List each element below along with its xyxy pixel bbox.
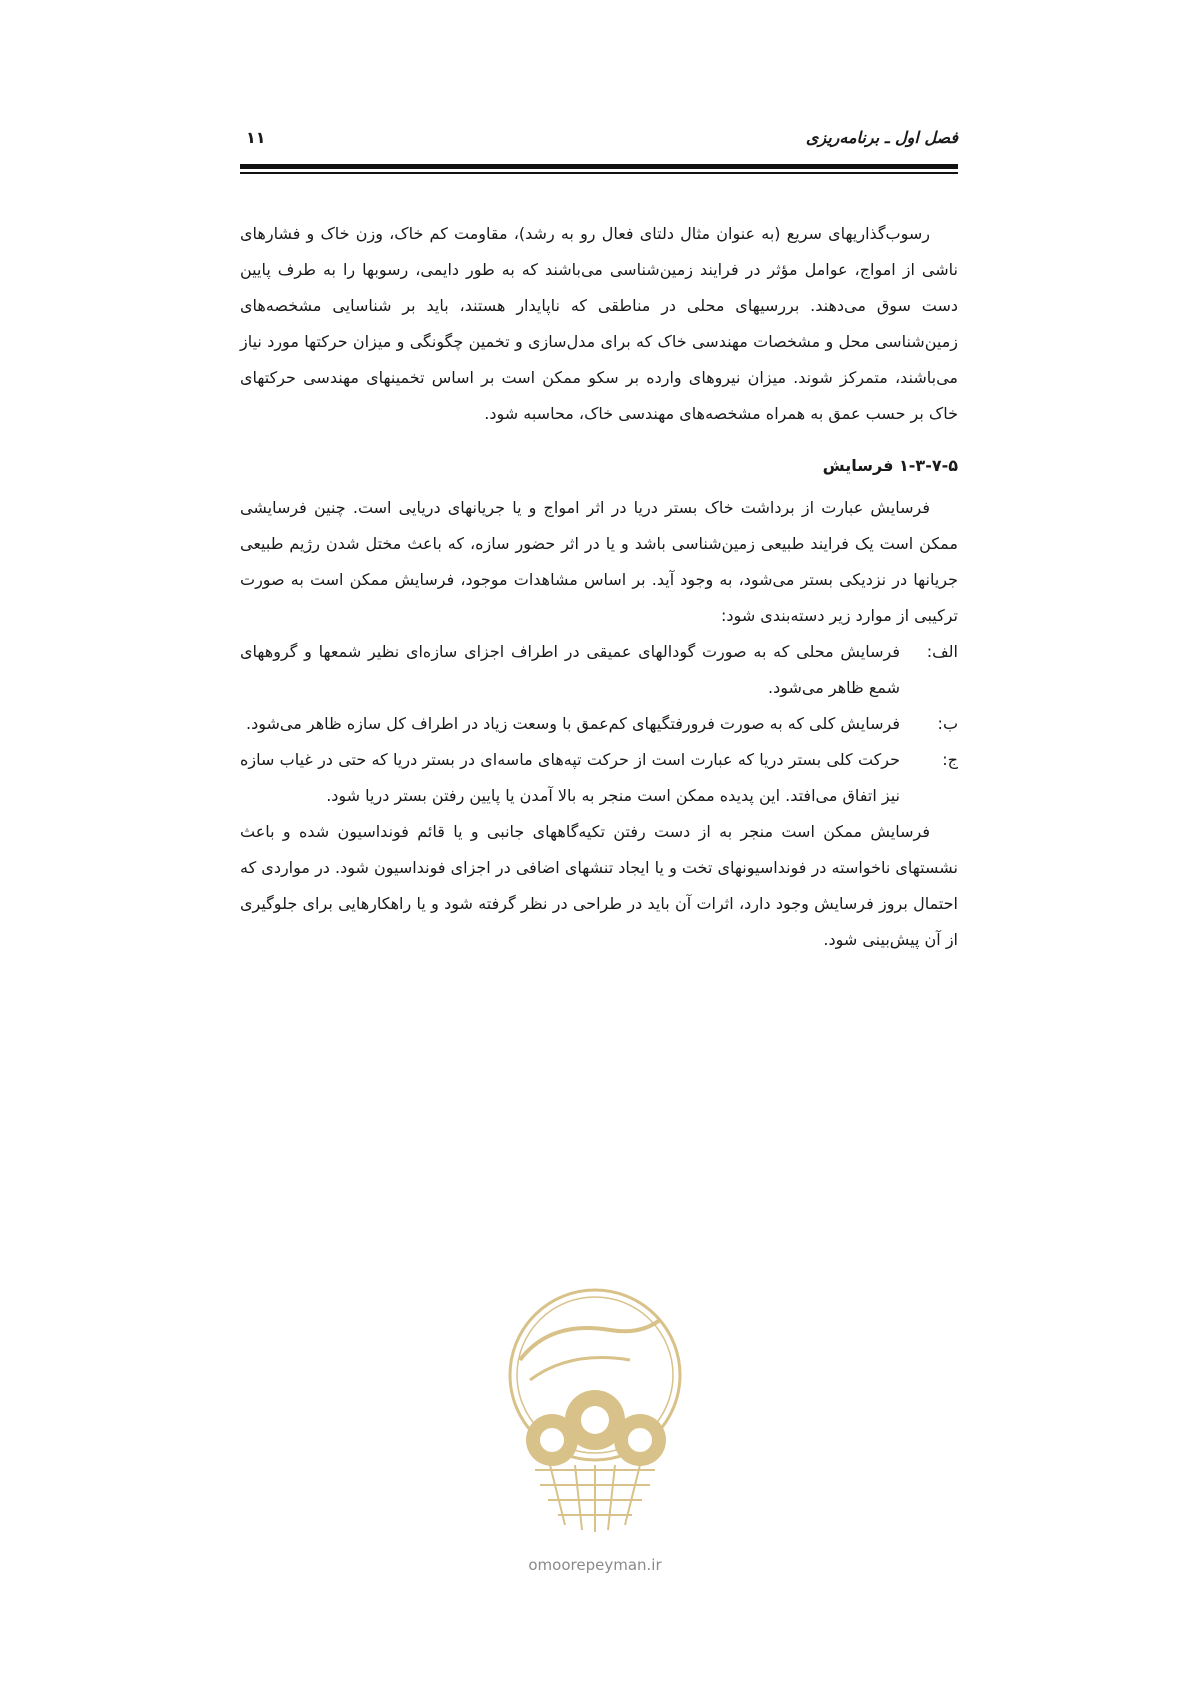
list-item-label: ب: — [937, 714, 958, 733]
list-item-text: فرسایش محلی که به صورت گودالهای عمیقی در اطراف اجزای سازه‌ای نظیر شمعها و گروههای شمع ظاهر می‌شود. — [240, 642, 900, 697]
logo-script-stroke — [530, 1358, 630, 1381]
closing-paragraph: فرسایش ممکن است منجر به از دست رفتن تکیه‌گاههای جانبی و یا قائم فونداسیون شده و باعث نشستهای ناخواسته در فونداسیونهای تخت و یا ایجاد تنشهای اضافی در اجزای فونداسیون شود. در مواردی که احتمال بروز فرسایش وجود دارد، اثرات آن باید در طراحی در نظر گرفته شود و یا راهکارهایی برای جلوگیری از آن پیش‌بینی شود. — [240, 822, 958, 949]
page-body — [240, 216, 958, 958]
list-item-text: فرسایش کلی که به صورت فرورفتگیهای کم‌عمق با وسعت زیاد در اطراف کل سازه ظاهر می‌شود. — [245, 714, 900, 733]
watermark-url: omoorepeyman.ir — [528, 1556, 662, 1574]
list-item-label: الف: — [926, 642, 958, 661]
logo-grid — [535, 1465, 655, 1532]
section-heading: ۱-۳-۷-۵ فرسایش — [822, 456, 958, 475]
page-number: ۱۱ — [246, 128, 266, 147]
page-header — [240, 128, 958, 154]
list-item-text: حرکت کلی بستر دریا که عبارت است از حرکت تپه‌های ماسه‌ای در بستر دریا که حتی در غیاب سازه نیز اتفاق می‌افتد. این پدیده ممکن است منجر به بالا آمدن یا پایین رفتن بستر دریا شود. — [240, 750, 900, 805]
watermark-logo — [490, 1280, 700, 1560]
list-item-label: ج: — [942, 750, 958, 769]
scales-icon — [540, 1428, 564, 1452]
section-paragraph: فرسایش عبارت از برداشت خاک بستر دریا در اثر امواج و یا جریانهای دریایی است. چنین فرسایشی ممکن است یک فرایند طبیعی زمین‌شناسی باشد و یا در اثر حضور سازه، که باعث مختل شدن رژیم طبیعی جریانها در نزدیکی بستر می‌شود، به وجود آید. بر اساس مشاهدات موجود، فرسایش ممکن است به صورت ترکیبی از موارد زیر دسته‌بندی شود: — [240, 498, 958, 625]
header-rule-thick — [240, 164, 958, 169]
chapter-title: فصل اول ـ برنامه‌ریزی — [805, 128, 958, 147]
list-item — [240, 634, 958, 706]
logo-script-stroke — [520, 1320, 660, 1360]
list-item — [240, 706, 958, 742]
header-rule-thin — [240, 172, 958, 174]
intro-paragraph: رسوب‌گذاریهای سریع (به عنوان مثال دلتای فعال رو به رشد)، مقاومت کم خاک، وزن خاک و فشارهای ناشی از امواج، عوامل مؤثر در فرایند زمین‌شناسی می‌باشند که به طور دایمی، رسوبها را به طرف پایین دست سوق می‌دهند. بررسیهای محلی در مناطقی که ناپایدار هستند، باید بر شناسایی مشخصه‌های زمین‌شناسی محل و مشخصات مهندسی خاک که برای مدل‌سازی و تخمین چگونگی و میزان حرکتها مورد نیاز می‌باشند، متمرکز شوند. میزان نیروهای وارده بر سکو ممکن است بر اساس تخمینهای مهندسی حرکتهای خاک بر حسب عمق به همراه مشخصه‌های مهندسی خاک، محاسبه شود. — [240, 224, 958, 423]
building-icon — [581, 1406, 609, 1434]
list-item — [240, 742, 958, 814]
excavator-icon — [628, 1428, 652, 1452]
